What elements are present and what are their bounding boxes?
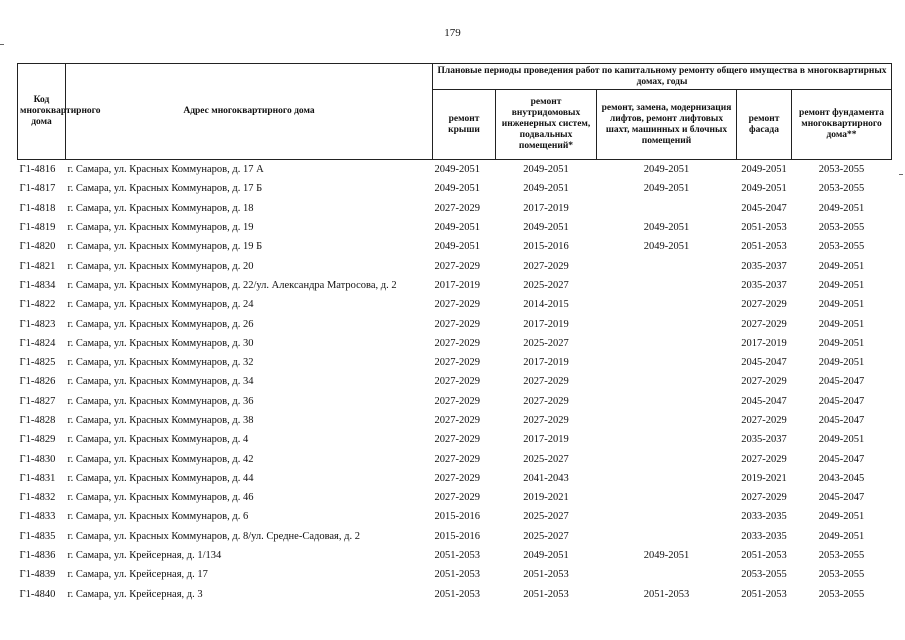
cell-facade: 2033-2035 bbox=[741, 511, 787, 523]
cell-roof: 2015-2016 bbox=[434, 511, 480, 523]
cell-foundation: 2045-2047 bbox=[818, 492, 865, 504]
cell-facade: 2051-2053 bbox=[741, 550, 787, 562]
cell-facade: 2035-2037 bbox=[741, 279, 787, 291]
cell-address: г. Самара, ул. Красных Коммунаров, д. 19 Б bbox=[67, 241, 263, 253]
cell-elevators bbox=[597, 295, 737, 314]
cell-address: г. Самара, ул. Красных Коммунаров, д. 26 bbox=[67, 318, 254, 330]
header-facade: ремонт фасада bbox=[737, 90, 792, 160]
cell-roof: 2049-2051 bbox=[434, 222, 480, 234]
cell-code: Г1-4836 bbox=[19, 550, 56, 562]
cell-roof: 2049-2051 bbox=[434, 183, 480, 195]
cell-elevators: 2049-2051 bbox=[643, 550, 690, 562]
cell-engineering: 2017-2019 bbox=[523, 434, 569, 446]
cell-roof: 2027-2029 bbox=[434, 318, 480, 330]
scan-artifact bbox=[0, 44, 4, 45]
cell-address: г. Самара, ул. Красных Коммунаров, д. 20 bbox=[67, 260, 254, 272]
cell-address: г. Самара, ул. Красных Коммунаров, д. 22/ул. Александра Матросова, д. 2 bbox=[67, 279, 397, 291]
cell-roof: 2027-2029 bbox=[434, 472, 480, 484]
cell-facade: 2045-2047 bbox=[741, 395, 787, 407]
cell-code: Г1-4827 bbox=[19, 395, 56, 407]
cell-elevators bbox=[597, 276, 737, 295]
cell-foundation: 2053-2055 bbox=[792, 160, 892, 180]
cell-roof: 2051-2053 bbox=[434, 550, 480, 562]
cell-foundation: 2049-2051 bbox=[818, 279, 865, 291]
cell-foundation: 2049-2051 bbox=[818, 260, 865, 272]
cell-foundation: 2045-2047 bbox=[818, 395, 865, 407]
cell-roof: 2027-2029 bbox=[434, 434, 480, 446]
cell-address: г. Самара, ул. Красных Коммунаров, д. 18 bbox=[67, 202, 254, 214]
header-engineering: ремонт внутридомовых инженерных систем, подвальных помещений* bbox=[496, 90, 597, 160]
cell-code: Г1-4839 bbox=[19, 569, 56, 581]
table-row bbox=[18, 372, 892, 391]
cell-roof: 2049-2051 bbox=[433, 160, 496, 180]
scan-artifact bbox=[899, 174, 903, 175]
cell-elevators bbox=[597, 353, 737, 372]
cell-facade: 2051-2053 bbox=[741, 588, 787, 600]
cell-facade: 2027-2029 bbox=[741, 318, 787, 330]
cell-roof: 2051-2053 bbox=[434, 588, 480, 600]
cell-address: г. Самара, ул. Красных Коммунаров, д. 19 bbox=[67, 222, 254, 234]
cell-foundation: 2053-2055 bbox=[818, 588, 865, 600]
cell-address: г. Самара, ул. Красных Коммунаров, д. 42 bbox=[67, 453, 254, 465]
cell-address: г. Самара, ул. Красных Коммунаров, д. 34 bbox=[67, 376, 254, 388]
cell-elevators: 2051-2053 bbox=[643, 588, 690, 600]
cell-address: г. Самара, ул. Красных Коммунаров, д. 24 bbox=[67, 299, 254, 311]
cell-code: Г1-4828 bbox=[19, 415, 56, 426]
page-number: 179 bbox=[444, 27, 461, 39]
cell-facade: 2033-2035 bbox=[741, 530, 787, 542]
cell-elevators bbox=[597, 488, 737, 507]
table-row bbox=[18, 314, 892, 333]
cell-code: Г1-4831 bbox=[19, 472, 56, 484]
table-row bbox=[18, 237, 892, 256]
cell-engineering: 2025-2027 bbox=[523, 453, 569, 465]
cell-engineering: 2027-2029 bbox=[523, 395, 569, 407]
cell-engineering: 2027-2029 bbox=[523, 376, 569, 388]
cell-elevators bbox=[597, 469, 737, 488]
cell-engineering: 2049-2051 bbox=[496, 160, 597, 180]
cell-roof: 2051-2053 bbox=[434, 569, 480, 581]
cell-foundation: 2053-2055 bbox=[818, 241, 865, 253]
cell-engineering: 2017-2019 bbox=[523, 202, 569, 214]
table-row bbox=[18, 469, 892, 488]
cell-foundation: 2053-2055 bbox=[818, 569, 865, 581]
cell-address: г. Самара, ул. Красных Коммунаров, д. 30 bbox=[67, 337, 254, 349]
cell-code: Г1-4826 bbox=[19, 376, 56, 388]
cell-facade: 2035-2037 bbox=[741, 434, 787, 446]
cell-elevators: 2049-2051 bbox=[597, 160, 737, 180]
cell-address: г. Самара, ул. Красных Коммунаров, д. 46 bbox=[67, 492, 254, 504]
cell-roof: 2027-2029 bbox=[434, 299, 480, 311]
table-row bbox=[18, 392, 892, 411]
cell-code: Г1-4821 bbox=[19, 260, 56, 272]
cell-elevators bbox=[597, 334, 737, 353]
cell-engineering: 2049-2051 bbox=[523, 222, 569, 234]
cell-elevators bbox=[597, 199, 737, 218]
cell-roof: 2015-2016 bbox=[434, 530, 480, 542]
table-row bbox=[18, 334, 892, 353]
table-row bbox=[18, 411, 892, 430]
cell-facade: 2017-2019 bbox=[741, 337, 787, 349]
cell-address: г. Самара, ул. Красных Коммунаров, д. 17 Б bbox=[67, 183, 263, 195]
cell-address: г. Самара, ул. Красных Коммунаров, д. 6 bbox=[67, 511, 249, 523]
cell-address: г. Самара, ул. Красных Коммунаров, д. 44 bbox=[67, 472, 254, 484]
cell-engineering: 2019-2021 bbox=[523, 492, 569, 504]
header-roof: ремонт крыши bbox=[433, 90, 496, 160]
cell-address: г. Самара, ул. Красных Коммунаров, д. 32 bbox=[67, 357, 254, 369]
cell-roof: 2049-2051 bbox=[434, 241, 480, 253]
cell-code: Г1-4824 bbox=[19, 337, 56, 349]
cell-elevators bbox=[597, 372, 737, 391]
table-row bbox=[18, 199, 892, 218]
cell-engineering: 2051-2053 bbox=[523, 569, 569, 581]
repair-schedule-table bbox=[17, 63, 892, 604]
cell-foundation: 2045-2047 bbox=[818, 376, 865, 388]
cell-elevators bbox=[597, 256, 737, 275]
table-row bbox=[18, 585, 892, 604]
table-row bbox=[18, 218, 892, 237]
cell-engineering: 2051-2053 bbox=[523, 588, 569, 600]
cell-engineering: 2025-2027 bbox=[523, 530, 569, 542]
cell-engineering: 2027-2029 bbox=[523, 415, 569, 426]
cell-elevators bbox=[597, 430, 737, 449]
cell-code: Г1-4840 bbox=[19, 588, 56, 600]
cell-address: г. Самара, ул. Крейсерная, д. 3 bbox=[67, 588, 203, 600]
cell-elevators: 2049-2051 bbox=[643, 183, 690, 195]
cell-elevators bbox=[597, 392, 737, 411]
cell-engineering: 2017-2019 bbox=[523, 318, 569, 330]
cell-facade: 2027-2029 bbox=[741, 453, 787, 465]
header-address: Адрес многоквартирного дома bbox=[66, 64, 433, 160]
table-row bbox=[18, 449, 892, 468]
table-row bbox=[18, 160, 892, 180]
cell-foundation: 2049-2051 bbox=[818, 299, 865, 311]
table-row bbox=[18, 276, 892, 295]
table-row bbox=[18, 565, 892, 584]
cell-engineering: 2027-2029 bbox=[523, 260, 569, 272]
cell-elevators bbox=[597, 527, 737, 546]
cell-code: Г1-4817 bbox=[19, 183, 56, 195]
cell-elevators bbox=[597, 449, 737, 468]
cell-code: Г1-4822 bbox=[19, 299, 56, 311]
cell-engineering: 2014-2015 bbox=[523, 299, 569, 311]
cell-foundation: 2049-2051 bbox=[818, 318, 865, 330]
cell-elevators: 2049-2051 bbox=[643, 222, 690, 234]
cell-engineering: 2025-2027 bbox=[523, 511, 569, 523]
cell-code: Г1-4830 bbox=[19, 453, 56, 465]
cell-facade: 2049-2051 bbox=[741, 183, 787, 195]
table-row bbox=[18, 527, 892, 546]
cell-code: Г1-4832 bbox=[19, 492, 56, 504]
table-row bbox=[18, 353, 892, 372]
cell-address: г. Самара, ул. Крейсерная, д. 1/134 bbox=[67, 550, 222, 562]
cell-code: Г1-4835 bbox=[19, 530, 56, 542]
cell-code: Г1-4816 bbox=[18, 160, 66, 180]
cell-foundation: 2053-2055 bbox=[818, 550, 865, 562]
cell-foundation: 2049-2051 bbox=[818, 357, 865, 369]
cell-roof: 2027-2029 bbox=[434, 415, 480, 426]
table-body bbox=[18, 160, 892, 604]
header-code: Код многоквартирного дома bbox=[18, 64, 66, 160]
cell-roof: 2027-2029 bbox=[434, 357, 480, 369]
cell-engineering: 2025-2027 bbox=[523, 337, 569, 349]
cell-foundation: 2049-2051 bbox=[818, 511, 865, 523]
cell-engineering: 2015-2016 bbox=[523, 241, 569, 253]
cell-facade: 2027-2029 bbox=[741, 415, 787, 426]
cell-address: г. Самара, ул. Красных Коммунаров, д. 17 А bbox=[66, 160, 433, 180]
cell-code: Г1-4825 bbox=[19, 357, 56, 369]
cell-foundation: 2049-2051 bbox=[818, 434, 865, 446]
cell-elevators: 2049-2051 bbox=[643, 241, 690, 253]
cell-address: г. Самара, ул. Красных Коммунаров, д. 36 bbox=[67, 395, 254, 407]
header-elevators: ремонт, замена, модернизация лифтов, ремонт лифтовых шахт, машинных и блочных помещений bbox=[597, 90, 737, 160]
cell-facade: 2027-2029 bbox=[741, 299, 787, 311]
cell-roof: 2027-2029 bbox=[434, 453, 480, 465]
cell-facade: 2051-2053 bbox=[741, 222, 787, 234]
cell-code: Г1-4818 bbox=[19, 202, 56, 214]
cell-code: Г1-4829 bbox=[19, 434, 56, 446]
cell-foundation: 2053-2055 bbox=[818, 222, 865, 234]
cell-foundation: 2053-2055 bbox=[818, 183, 865, 195]
cell-facade: 2027-2029 bbox=[741, 376, 787, 388]
table-row bbox=[18, 430, 892, 449]
cell-address: г. Самара, ул. Красных Коммунаров, д. 38 bbox=[67, 415, 254, 426]
cell-engineering: 2025-2027 bbox=[523, 279, 569, 291]
cell-facade: 2045-2047 bbox=[741, 357, 787, 369]
cell-engineering: 2049-2051 bbox=[523, 550, 569, 562]
cell-code: Г1-4819 bbox=[19, 222, 56, 234]
cell-foundation: 2049-2051 bbox=[818, 530, 865, 542]
table-row bbox=[18, 507, 892, 526]
cell-address: г. Самара, ул. Красных Коммунаров, д. 8/ул. Средне-Садовая, д. 2 bbox=[67, 530, 360, 542]
cell-facade: 2053-2055 bbox=[741, 569, 787, 581]
table-row bbox=[18, 546, 892, 565]
cell-roof: 2027-2029 bbox=[434, 376, 480, 388]
cell-facade: 2045-2047 bbox=[741, 202, 787, 214]
cell-foundation: 2043-2045 bbox=[818, 472, 865, 484]
cell-address: г. Самара, ул. Красных Коммунаров, д. 4 bbox=[67, 434, 249, 446]
table-row bbox=[18, 179, 892, 198]
cell-code: Г1-4823 bbox=[19, 318, 56, 330]
header-periods: Плановые периоды проведения работ по капитальному ремонту общего имущества в многоквартирных домах, годы bbox=[433, 64, 892, 90]
cell-code: Г1-4820 bbox=[19, 241, 56, 253]
cell-elevators bbox=[597, 565, 737, 584]
cell-engineering: 2017-2019 bbox=[523, 357, 569, 369]
cell-facade: 2049-2051 bbox=[737, 160, 792, 180]
cell-facade: 2051-2053 bbox=[741, 241, 787, 253]
table-row bbox=[18, 295, 892, 314]
cell-facade: 2035-2037 bbox=[741, 260, 787, 272]
cell-code: Г1-4833 bbox=[19, 511, 56, 523]
cell-roof: 2027-2029 bbox=[434, 337, 480, 349]
cell-code: Г1-4834 bbox=[19, 279, 56, 291]
table-row bbox=[18, 256, 892, 275]
cell-roof: 2027-2029 bbox=[434, 260, 480, 272]
cell-foundation: 2045-2047 bbox=[818, 453, 865, 465]
cell-foundation: 2049-2051 bbox=[818, 337, 865, 349]
header-foundation: ремонт фундамента многоквартирного дома** bbox=[792, 90, 892, 160]
cell-foundation: 2045-2047 bbox=[818, 415, 865, 426]
cell-elevators bbox=[597, 314, 737, 333]
cell-roof: 2027-2029 bbox=[434, 202, 480, 214]
cell-address: г. Самара, ул. Крейсерная, д. 17 bbox=[67, 569, 208, 581]
cell-engineering: 2049-2051 bbox=[523, 183, 569, 195]
cell-elevators bbox=[597, 411, 737, 430]
cell-facade: 2027-2029 bbox=[741, 492, 787, 504]
cell-foundation: 2049-2051 bbox=[818, 202, 865, 214]
cell-elevators bbox=[597, 507, 737, 526]
cell-roof: 2027-2029 bbox=[434, 395, 480, 407]
table-row bbox=[18, 488, 892, 507]
cell-roof: 2027-2029 bbox=[434, 492, 480, 504]
cell-engineering: 2041-2043 bbox=[523, 472, 569, 484]
cell-facade: 2019-2021 bbox=[741, 472, 787, 484]
cell-roof: 2017-2019 bbox=[434, 279, 480, 291]
